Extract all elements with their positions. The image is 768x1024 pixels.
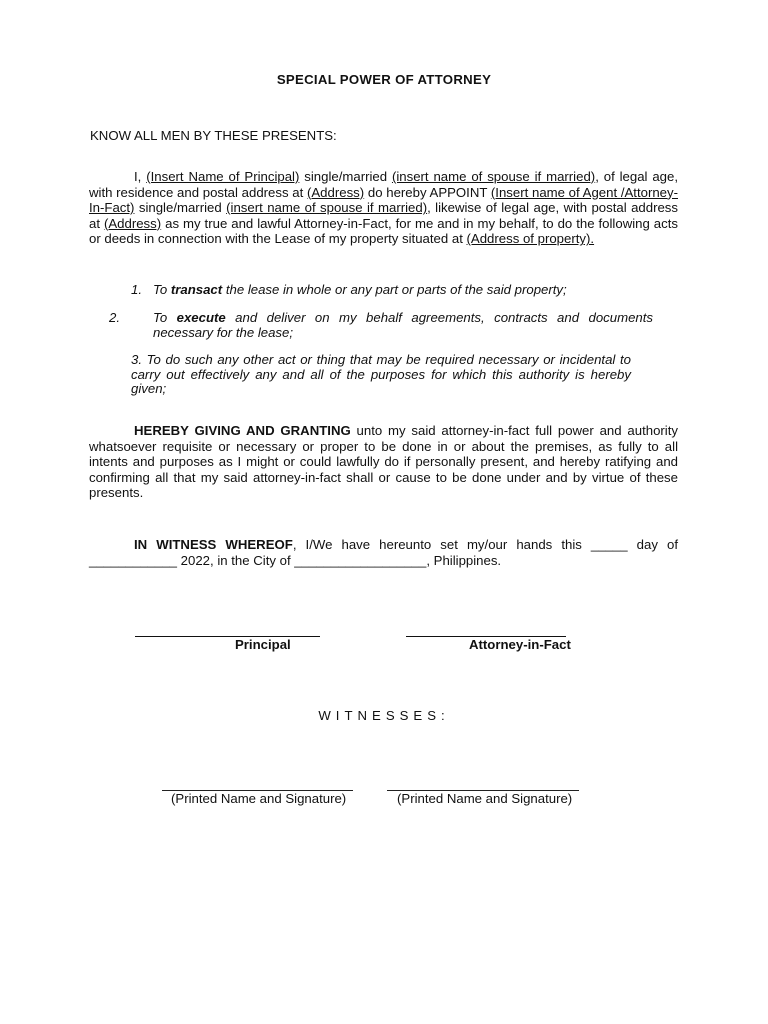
granting-text: unto my said attorney-in-fact full power and authority whatsoever requisite or necessary or proper to be done in or about the premises, as fully to all intents and purposes as I might or could lawfully do if personally present, and hereby ratifying and confirming all that my said attorney-in-fact shall or cause to be done under and by virtue of these presents. [89, 423, 678, 501]
p1-text: do hereby APPOINT [364, 184, 491, 200]
list-text: and deliver on my behalf agreements, contracts and documents necessary for the lease; [153, 310, 654, 340]
spouse-name-placeholder: (insert name of spouse if married) [226, 200, 428, 216]
witness-label-right: (Printed Name and Signature) [397, 791, 573, 806]
property-address-placeholder: (Address of property). [466, 231, 595, 247]
witness-whereof-text: , I/We have hereunto set my/our hands this _____ day of ____________ 2022, in the City of __________________, Philippines. [89, 537, 678, 568]
granting-heading: HEREBY GIVING AND GRANTING [134, 423, 351, 438]
list-item [109, 310, 654, 340]
witness-whereof-paragraph [89, 537, 678, 568]
p1-text: I, [134, 169, 147, 184]
agent-name-placeholder: (Insert name of Agent /Attorney-In-Fact) [89, 184, 678, 216]
list-number: 1. [131, 282, 142, 297]
granting-paragraph [89, 423, 678, 501]
p1-text: single/married [299, 169, 392, 184]
list-text: the lease in whole or any part or parts of the said property; [222, 282, 567, 297]
p1-text: , likewise of legal age, with postal address at [89, 200, 678, 231]
witnesses-heading: WITNESSES: [318, 708, 450, 723]
document-title: SPECIAL POWER OF ATTORNEY [276, 72, 492, 87]
principal-name-placeholder: (Insert Name of Principal) [146, 169, 300, 184]
spouse-name-placeholder: (insert name of spouse if married) [391, 169, 596, 184]
appointment-paragraph [89, 169, 678, 247]
p1-text: , of legal age, with residence and postal address at [89, 169, 679, 200]
witness-label-left: (Printed Name and Signature) [171, 791, 347, 806]
intro-line: KNOW ALL MEN BY THESE PRESENTS: [90, 128, 337, 143]
principal-label: Principal [235, 637, 291, 652]
list-keyword: execute [176, 310, 226, 325]
p1-text: single/married [134, 200, 227, 216]
attorney-label: Attorney-in-Fact [469, 637, 571, 652]
list-text: To [153, 282, 171, 297]
p1-text: as my true and lawful Attorney-in-Fact, for me and in my behalf, to do the following acts or deeds in connection with the Lease of my property situated at [89, 215, 678, 247]
list-item [131, 283, 631, 298]
address-placeholder: (Address) [103, 215, 162, 231]
list-keyword: transact [170, 282, 223, 297]
address-placeholder: (Address) [306, 184, 365, 200]
list-item: 3. To do such any other act or thing that may be required necessary or incidental to carry out effectively any and all of the purposes for which this authority is hereby given; [131, 352, 631, 397]
list-text: To [153, 310, 177, 325]
witness-whereof-heading: IN WITNESS WHEREOF [134, 537, 293, 552]
principal-signature-line[interactable] [135, 636, 320, 637]
list-number: 2. [109, 310, 120, 325]
